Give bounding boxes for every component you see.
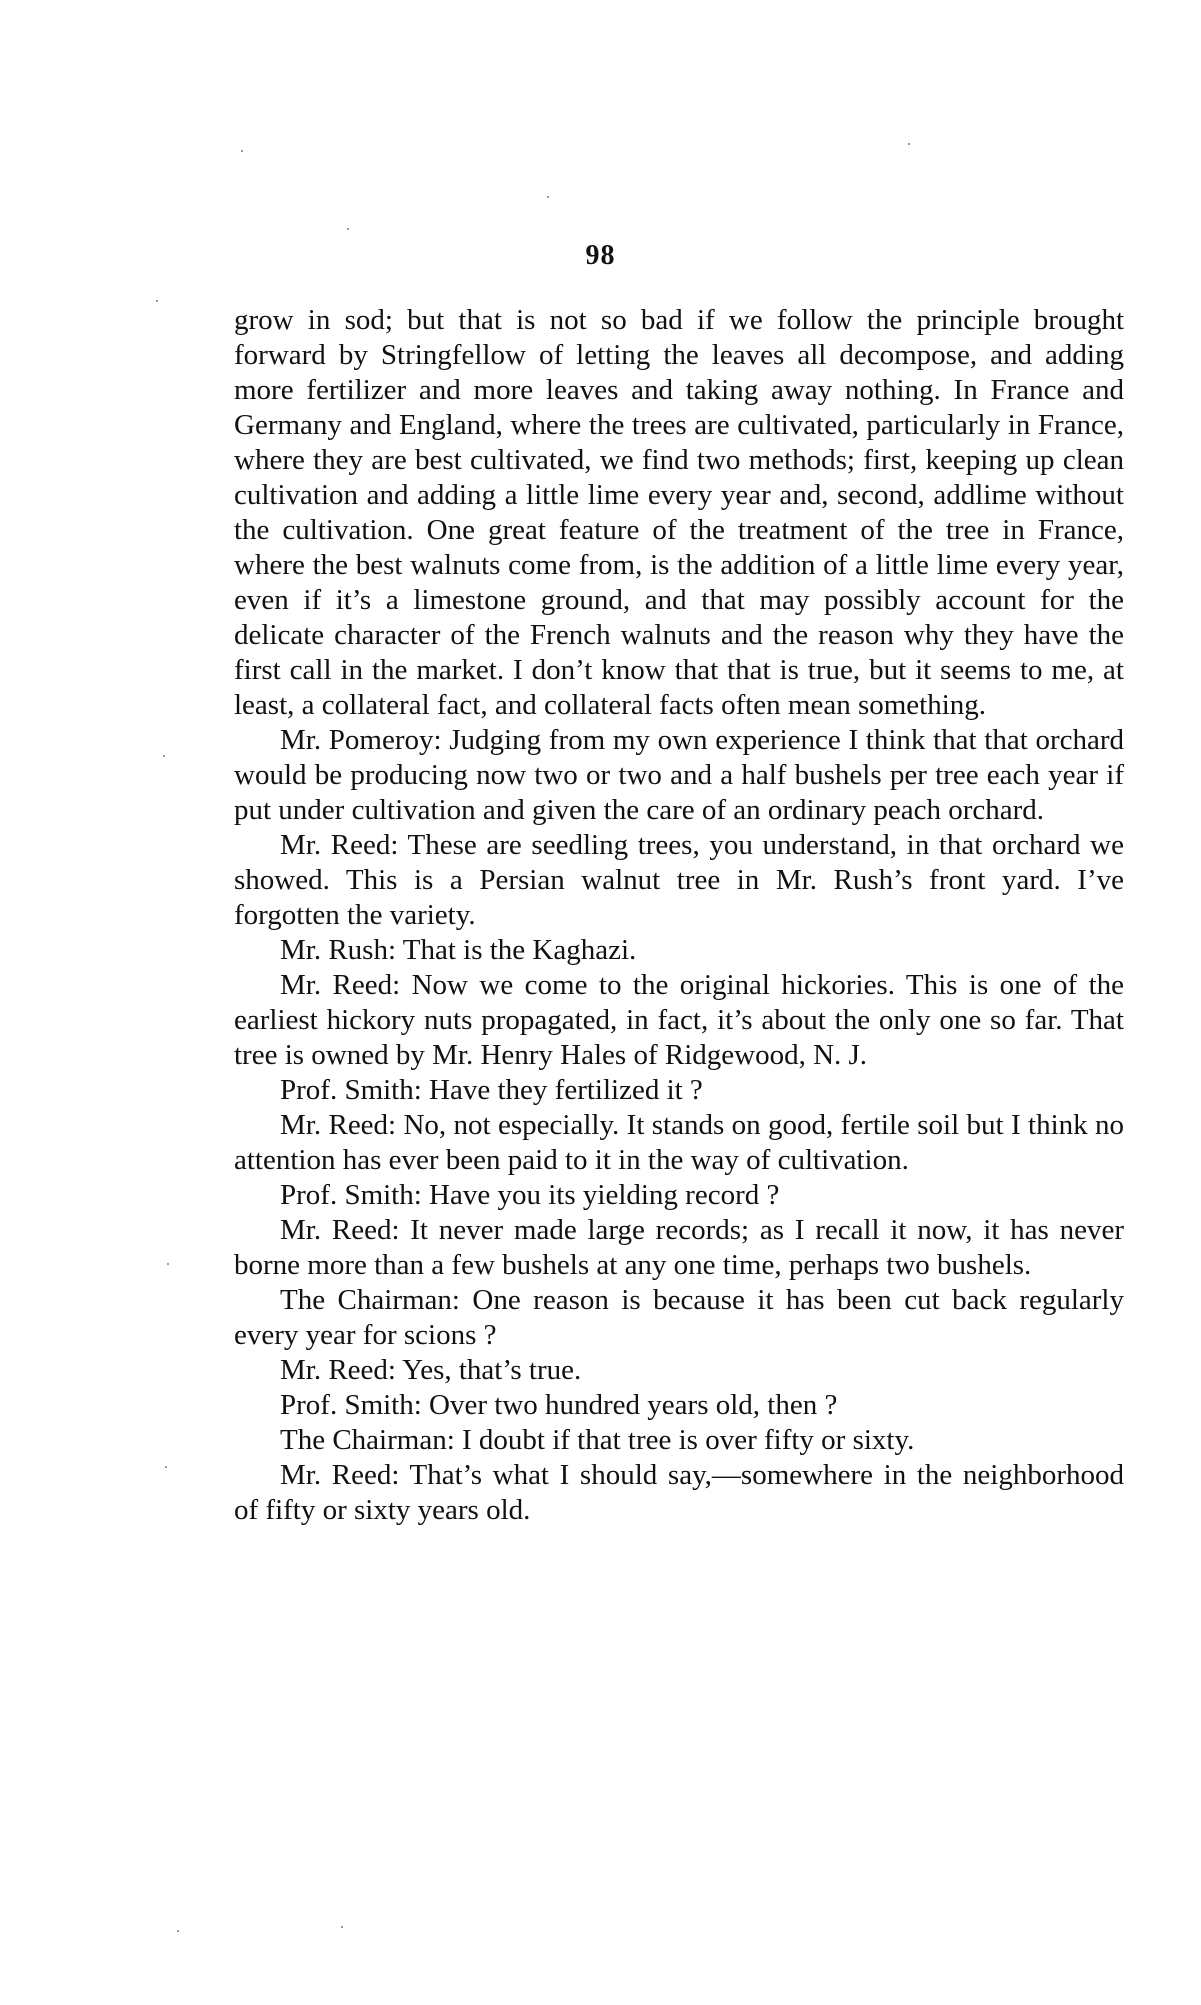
paragraph-smith-age: Prof. Smith: Over two hundred years old, then ?	[280, 1389, 838, 1421]
page-number: 98	[585, 240, 616, 271]
scan-speck	[547, 196, 549, 198]
page-body	[234, 303, 1124, 1528]
paragraph-chairman-scions: The Chairman: One reason is because it has been cut back regularly every year for scions ?	[234, 1284, 1124, 1351]
paragraph-reed-not-especially: Mr. Reed: No, not especially. It stands on good, fertile soil but I think no attention has ever been paid to it in the way of cultivation.	[234, 1109, 1124, 1176]
scan-speck	[908, 143, 910, 145]
scan-speck	[347, 228, 349, 230]
scan-speck	[241, 150, 243, 152]
paragraph-smith-fertilized: Prof. Smith: Have they fertilized it ?	[280, 1074, 703, 1106]
scan-speck	[156, 300, 158, 302]
paragraph-smith-yield: Prof. Smith: Have you its yielding record ?	[280, 1179, 780, 1211]
scan-speck	[177, 1930, 179, 1932]
paragraph-reed-hickories: Mr. Reed: Now we come to the original hickories. This is one of the earliest hickory nuts propagated, in fact, it’s about the only one so far. That tree is owned by Mr. Henry Hales of Ridgewood, N. J.	[234, 969, 1124, 1071]
scan-speck	[167, 1263, 169, 1265]
paragraph-reed-records: Mr. Reed: It never made large records; as I recall it now, it has never borne more than a few bushels at any one time, perhaps two bushels.	[234, 1214, 1124, 1281]
paragraph-reed-true: Mr. Reed: Yes, that’s true.	[280, 1354, 582, 1386]
scan-speck	[163, 755, 165, 757]
paragraph-reed-neighborhood: Mr. Reed: That’s what I should say,—somewhere in the neighborhood of fifty or sixty years old.	[234, 1459, 1124, 1526]
paragraph-pomeroy: Mr. Pomeroy: Judging from my own experience I think that that orchard would be producing now two or two and a half bushels per tree each year if put under cultivation and given the care of an ordinary peach orchard.	[234, 724, 1124, 826]
paragraph-continuation: grow in sod; but that is not so bad if we follow the principle brought forward by Stringfellow of letting the leaves all decompose, and adding more fertilizer and more leaves and taking away nothing. In France and Germany and England, where the trees are cultivated, particularly in France, where they are best cultivated, we find two methods; first, keeping up clean cultivation and adding a little lime every year and, second, addlime without the cultivation. One great feature of the treatment of the tree in France, where the best walnuts come from, is the addition of a little lime every year, even if it’s a limestone ground, and that may possibly account for the delicate character of the French walnuts and the reason why they have the first call in the market. I don’t know that that is true, but it seems to me, at least, a collateral fact, and collateral facts often mean something.	[234, 304, 1124, 721]
paragraph-chairman-doubt: The Chairman: I doubt if that tree is over fifty or sixty.	[280, 1424, 915, 1456]
scan-speck	[165, 1466, 167, 1468]
paragraph-rush: Mr. Rush: That is the Kaghazi.	[280, 934, 637, 966]
scan-speck	[341, 1926, 343, 1928]
paragraph-reed-seedling: Mr. Reed: These are seedling trees, you understand, in that orchard we showed. This is a Persian walnut tree in Mr. Rush’s front yard. I’ve forgotten the variety.	[234, 829, 1124, 931]
